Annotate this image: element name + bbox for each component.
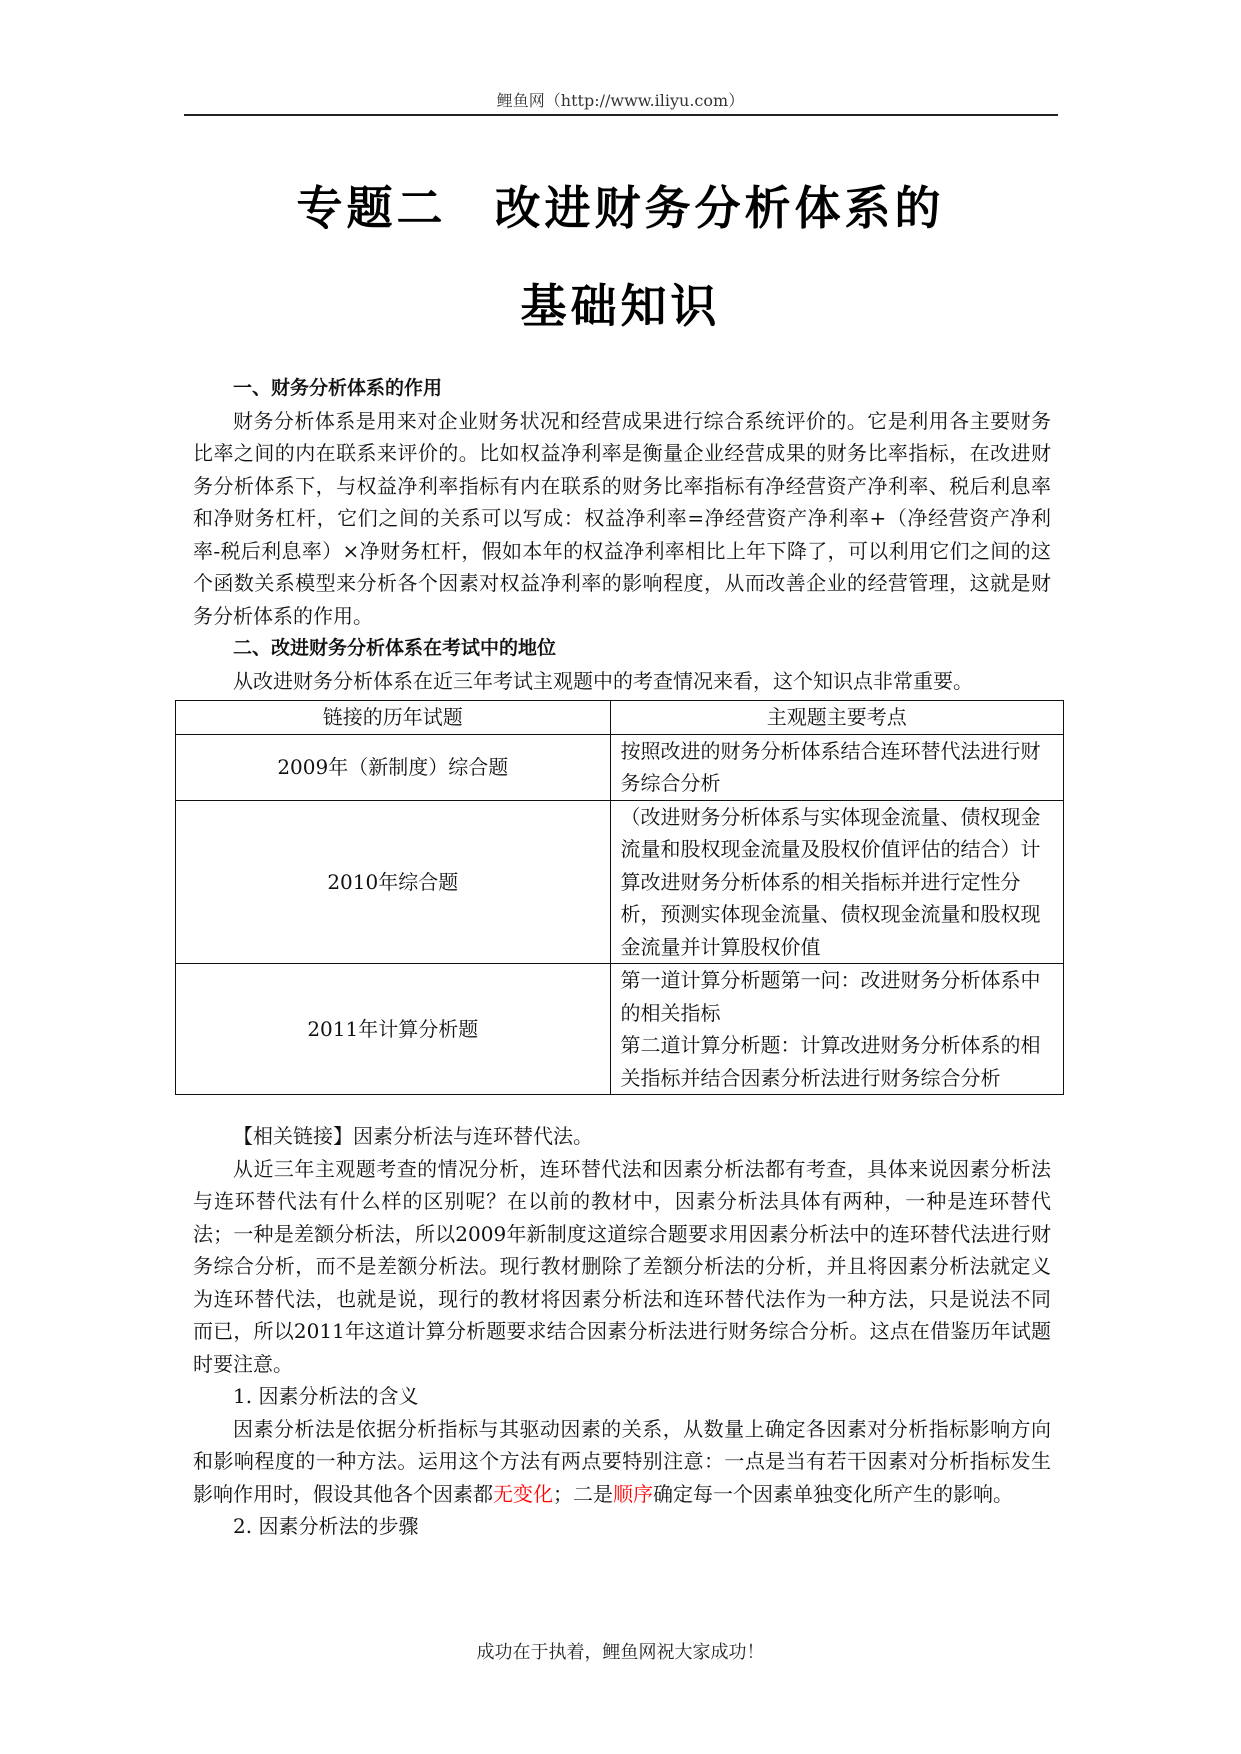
table-row xyxy=(176,734,1064,800)
section-1 xyxy=(193,372,1051,697)
item-2-heading: 2. 因素分析法的步骤 xyxy=(233,1514,419,1538)
table-cell-point-b: 第二道计算分析题：计算改进财务分析体系的相关指标并结合因素分析法进行财务综合分析 xyxy=(620,1033,1041,1090)
title-subject: 改进财务分析体系的 xyxy=(494,181,945,235)
table-header-row xyxy=(176,701,1064,735)
table-header-points: 主观题主要考点 xyxy=(610,701,1063,735)
table-header-exam: 链接的历年试题 xyxy=(176,701,611,735)
related-link-line xyxy=(193,1120,1051,1153)
section-related xyxy=(193,1120,1051,1543)
highlight-no-change: 无变化 xyxy=(493,1481,553,1506)
exam-table xyxy=(175,700,1064,1095)
related-link-paragraph: 从近三年主观题考查的情况分析，连环替代法和因素分析法都有考查，具体来说因素分析法与连环替代法有什么样的区别呢？在以前的教材中，因素分析法具体有两种，一种是连环替代法；一种是差额分析法，所以2009年新制度这道综合题要求用因素分析法中的连环替代法进行财务综合分析，而不是差额分析法。现行教材删除了差额分析法的分析，并且将因素分析法就定义为连环替代法，也就是说，现行的教材将因素分析法和连环替代法作为一种方法，只是说法不同而已，所以2011年这道计算分析题要求结合因素分析法进行财务综合分析。这点在借鉴历年试题时要注意。 xyxy=(193,1156,1051,1376)
related-link-tag: 【相关链接】 xyxy=(233,1124,353,1148)
item-1-heading: 1. 因素分析法的含义 xyxy=(233,1384,419,1408)
section-2-heading: 二、改进财务分析体系在考试中的地位 xyxy=(233,637,557,659)
table-cell-points: （改进财务分析体系与实体现金流量、债权现金流量和股权现金流量及股权价值评估的结合）计算改进财务分析体系的相关指标并进行定性分析，预测实体现金流量、债权现金流量和股权现金流量并计算股权价值 xyxy=(610,800,1063,964)
related-link-title: 因素分析法与连环替代法。 xyxy=(353,1124,593,1148)
table-cell-exam: 2010年综合题 xyxy=(176,800,611,964)
title-line-2: 基础知识 xyxy=(520,279,721,333)
title-line-1 xyxy=(0,172,1241,238)
title-topic: 专题二 xyxy=(296,181,447,235)
table-row xyxy=(176,964,1064,1095)
table-cell-exam: 2009年（新制度）综合题 xyxy=(176,734,611,800)
table-row xyxy=(176,800,1064,964)
section-1-heading: 一、财务分析体系的作用 xyxy=(233,377,443,399)
highlight-order: 顺序 xyxy=(613,1481,653,1506)
header-site-text: 鲤鱼网（http://www.iliyu.com） xyxy=(496,91,745,110)
table-cell-exam: 2011年计算分析题 xyxy=(176,964,611,1095)
header-divider xyxy=(184,114,1058,116)
section-2-paragraph: 从改进财务分析体系在近三年考试主观题中的考查情况来看，这个知识点非常重要。 xyxy=(233,668,973,693)
section-1-paragraph: 财务分析体系是用来对企业财务状况和经营成果进行综合系统评价的。它是利用各主要财务比率之间的内在联系来评价的。比如权益净利率是衡量企业经营成果的财务比率指标，在改进财务分析体系下，与权益净利率指标有内在联系的财务比率指标有净经营资产净利率、税后利息率和净财务杠杆，它们之间的关系可以写成：权益净利率=净经营资产净利率+（净经营资产净利率-税后利息率）×净财务杠杆，假如本年的权益净利率相比上年下降了，可以利用它们之间的这个函数关系模型来分析各个因素对权益净利率的影响程度，从而改善企业的经营管理，这就是财务分析体系的作用。 xyxy=(193,408,1051,628)
page-footer: 成功在于执着，鲤鱼网祝大家成功！ xyxy=(476,1642,765,1663)
item-1-paragraph: 因素分析法是依据分析指标与其驱动因素的关系，从数量上确定各因素对分析指标影响方向和影响程度的一种方法。运用这个方法有两点要特别注意：一点是当有若干因素对分析指标发生影响作用时，假设其他各个因素都无变化；二是顺序确定每一个因素单独变化所产生的影响。 xyxy=(193,1416,1051,1506)
table-cell-point-a: 第一道计算分析题第一问：改进财务分析体系中的相关指标 xyxy=(620,968,1041,1025)
table-cell-points xyxy=(610,964,1063,1095)
table-cell-points: 按照改进的财务分析体系结合连环替代法进行财务综合分析 xyxy=(610,734,1063,800)
